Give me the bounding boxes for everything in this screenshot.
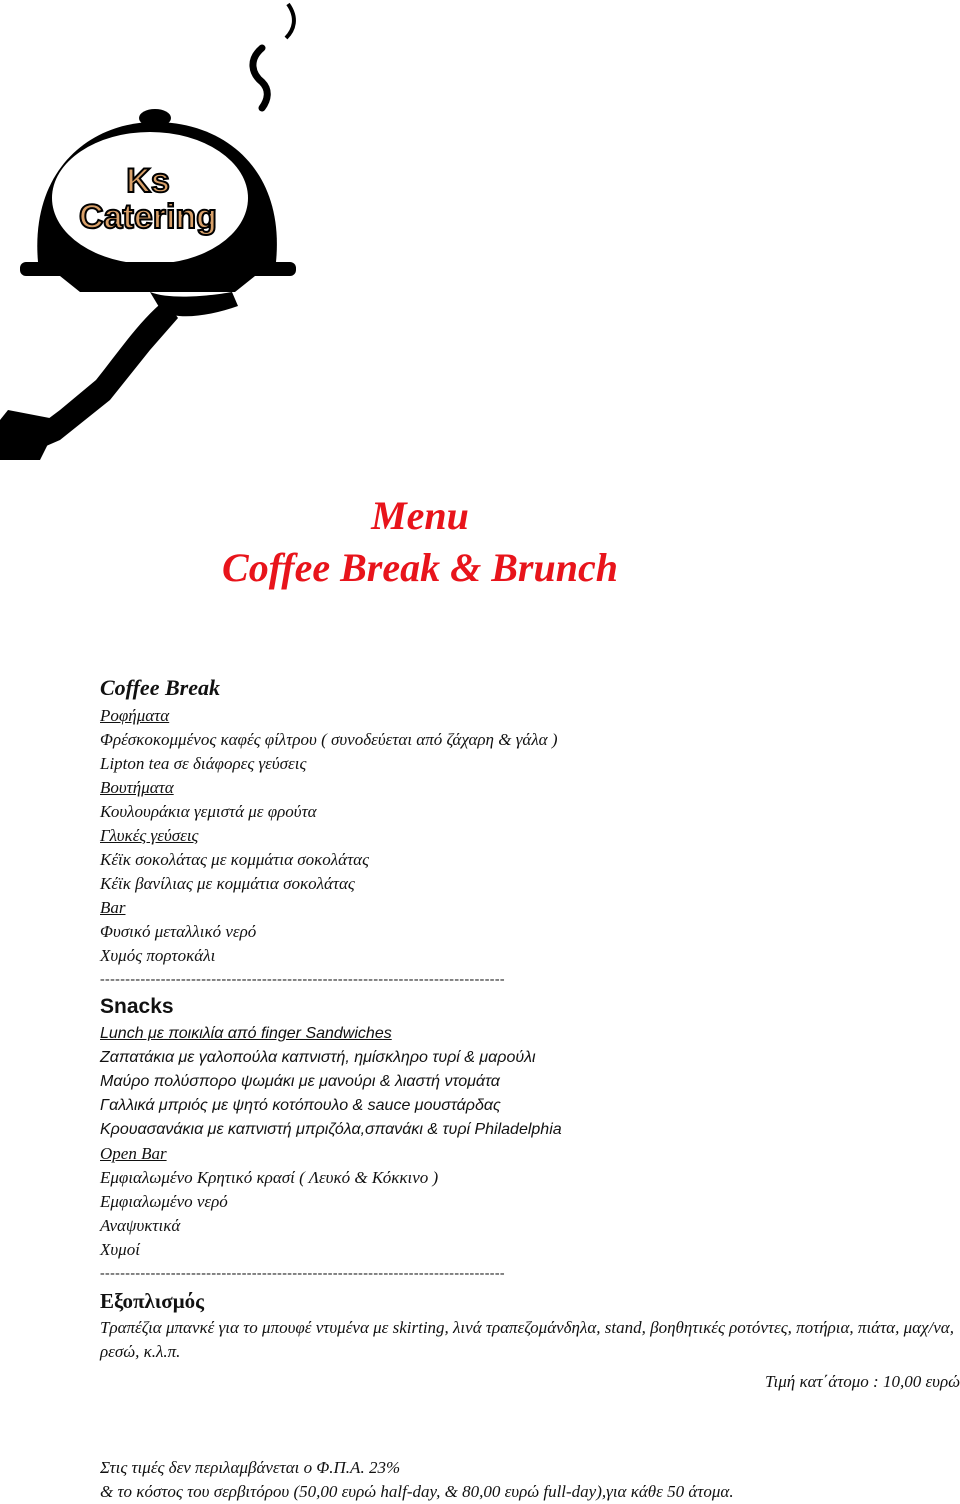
coffee-break-heading: Coffee Break — [100, 675, 220, 700]
equipment-heading: Εξοπλισμός — [100, 1289, 204, 1313]
menu-item: Γαλλικά μπριός με ψητό κοτόπουλο & sauce μουστάρδας — [100, 1097, 501, 1114]
title-line-coffee-break-brunch: Coffee Break & Brunch — [222, 545, 618, 590]
menu-item: Κουλουράκια γεμιστά με φρούτα — [100, 802, 317, 821]
title-line-menu: Menu — [371, 493, 469, 538]
equipment-description: Τραπέζια μπανκέ για το μπουφέ ντυμένα με skirting, λινά τραπεζομάνδηλα, stand, βοηθητικές ροτόντες, ποτήρια, πιάτα, μαχ/να, ρεσώ, κ.λ.π. — [100, 1318, 954, 1361]
cloche-tray-hand-icon — [0, 0, 310, 460]
menu-item: Lipton tea σε διάφορες γεύσεις — [100, 754, 307, 773]
menu-title — [0, 490, 840, 594]
logo-text-catering: Catering — [79, 198, 217, 236]
menu-item: Μαύρο πολύσπορο ψωμάκι με μανούρι & λιαστή ντομάτα — [100, 1073, 500, 1090]
menu-item: Ζαπατάκια με γαλοπούλα καπνιστή, ημίσκληρο τυρί & μαρούλι — [100, 1049, 536, 1066]
ks-catering-logo — [0, 0, 310, 460]
group-label-open-bar: Open Bar — [100, 1144, 167, 1163]
menu-item: Χυμοί — [100, 1240, 140, 1259]
separator-line: -------------------------------------------------------------------------------- — [100, 972, 505, 987]
menu-item: Κρουασανάκια με καπνιστή μπριζόλα,σπανάκι & τυρί Philadelphia — [100, 1121, 562, 1138]
separator-line: -------------------------------------------------------------------------------- — [100, 1266, 505, 1281]
group-label-sweets: Γλυκές γεύσεις — [100, 826, 199, 845]
snacks-subheading: Lunch με ποικιλία από finger Sandwiches — [100, 1025, 392, 1042]
menu-item: Φρέσκοκομμένος καφές φίλτρου ( συνοδεύεται από ζάχαρη & γάλα ) — [100, 730, 558, 749]
menu-item: Εμφιαλωμένο Κρητικό κρασί ( Λευκό & Κόκκινο ) — [100, 1168, 439, 1187]
snacks-heading: Snacks — [100, 995, 174, 1018]
menu-item: Κέϊκ βανίλιας με κομμάτια σοκολάτας — [100, 874, 355, 893]
menu-item: Εμφιαλωμένο νερό — [100, 1192, 228, 1211]
group-label-drinks: Ροφήματα — [100, 706, 170, 725]
menu-item: Φυσικό μεταλλικό νερό — [100, 922, 257, 941]
waiter-cost-note: & το κόστος του σερβιτόρου (50,00 ευρώ half-day, & 80,00 ευρώ full-day),για κάθε 50 άτομα. — [100, 1482, 734, 1501]
group-label-cookies: Βουτήματα — [100, 778, 174, 797]
menu-item: Χυμός πορτοκάλι — [100, 946, 216, 965]
vat-note: Στις τιμές δεν περιλαμβάνεται ο Φ.Π.Α. 23% — [100, 1458, 401, 1477]
menu-content — [100, 672, 960, 1394]
menu-item: Αναψυκτικά — [100, 1216, 181, 1235]
footer-notes — [100, 1456, 960, 1504]
logo-text-ks: Ks — [126, 162, 170, 200]
menu-item: Κέϊκ σοκολάτας με κομμάτια σοκολάτας — [100, 850, 370, 869]
group-label-bar: Bar — [100, 898, 126, 917]
price-per-person: Τιμή κατ΄άτομο : 10,00 ευρώ — [764, 1372, 960, 1391]
